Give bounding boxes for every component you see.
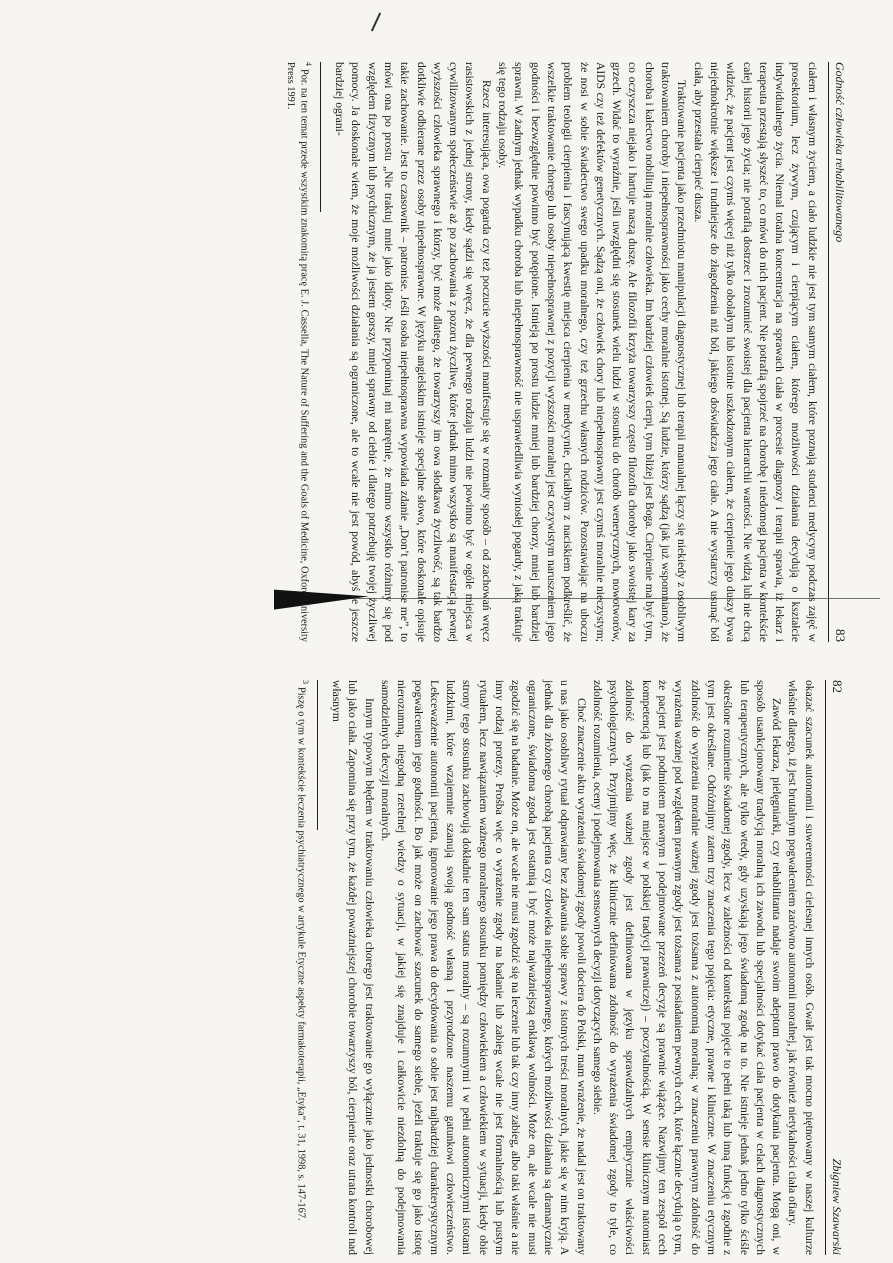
footnote-text: Piszę o tym w kontekście leczenia psychiatrycznego w artykule Etyczne aspekty farmakoterapii, „Etyka”, t. 31, 1998, s. 147-167. (295, 687, 307, 1221)
paragraph: Innym typowym błędem w traktowaniu człowieka chorego jest traktowanie go wyłącznie jako jednostki chorobowej lub jako ciała. Zapomina się przy tym, że każdej poważniejszej chorobie towarzyszy ból, cierpienie oraz utrata kontroli nad własnym (330, 680, 376, 1255)
paragraph: Choć znaczenie aktu wyrażenia świadomej zgody powoli dociera do Polski, mam wrażenie, że nadal jest on traktowany u nas jako osobliwy rytuał odprawiany bez zdawania sobie sprawy z istotnych treści moralnych, jakie się w nim kryją. A jednak dla złożonego chorobą pacjenta czy człowieka niepełnosprawnego, których możliwości działania są dramatycznie ograniczone, świadoma zgoda jest ostatnią i być może najważniejszą enklawą wolności. Może on, ale wcale nie musi zgodzić się na badanie. Może on, ale wcale nie musi zgodzić się na leczenie lub tak czy inny zabieg, albo taki właśnie a nie inny rodzaj protezy. Prośba więc o wyrażenie zgody na badanie lub zabieg wcale nie jest formalnością lub pustym rytuałem, lecz nawiązaniem ważnego moralnego stosunku pomiędzy człowiekiem a człowiekiem w sytuacji, kiedy obie strony tego stosunku zachowują dokładnie ten sam status moralny – są rozumnymi i w pełni autonomicznymi istotami ludzkimi, które wzajemnie szanują swoją godność własną i przyrodzone naszemu gatunkowi człowieczeństwo. Lekceważenie autonomii pacjenta, ignorowanie jego prawa do decydowania o sobie jest najbardziej charakterystycznym pogwałceniem jego godności. Bo jak może on zachować szacunek do samego siebie, jeżeli traktuje się go jako istotę nierozumną, niegodną rzetelnej wiedzy o sytuacji, w jakiej się znajduje i całkowicie niezdolną do podejmowania samodzielnych decyzji moralnych. (378, 680, 588, 1255)
paragraph: okazać szacunek autonomii i suwerenności cielesnej innych osób. Gwałt jest tak mocno piętnowany w naszej kulturze właśnie dlatego, iż jest brutalnym pogwałceniem zarówno autonomii moralnej, jak również nietykalności ciała ofiary. (786, 680, 816, 1255)
running-title-right: Godność człowieka rehabilitowanego (833, 62, 847, 243)
paragraph: Rzecz interesująca, owa pogarda czy też poczucie wyższości manifestuje się w rozmaity sposób – od zachowań wręcz rasistowskich z jednej strony, kiedy sądzi się wręcz, że dla pewnego rodzaju ludzi nie powinno być w ogóle miejsca w cywilizowanym społeczeństwie aż po zachowania z pozoru życzliwe, które jednak mimo wszystko są manifestacją pewnej wyższości człowieka sprawnego i którzy, być może dlatego, że towarzyszy im owa słodkawa życzliwość, są tak bardzo dotkliwie odbierane przez osoby niepełnosprawne. W języku angielskim istnieje specjalne słowo, które doskonale opisuje takie zachowanie. Jest to czasownik – patronise. Jeśli osoba niepełnosprawna wypowiada zdanie „Don’t patronise me”, to mówi ona po prostu „Nie traktuj mnie jako idioty. Nie przypominaj mi natrętnie, że mimo wszystko różnimy się pod względem fizycznym lub psychicznym, że ja jestem gorszy, mniej sprawny od ciebie i dlatego potrzebuję twojej życzliwej pomocy. Ja doskonale wiem, że moje możliwości działania są ograniczone, ale to wcale nie jest powód, abyś je jeszcze bardziej ograni- (333, 62, 493, 642)
running-head-left (825, 680, 845, 1255)
footnote-right (283, 62, 320, 642)
footnote-text: Por. na ten temat przede wszystkim znakomitą pracę E. J. Cassella, The Nature of Suffering and the Goals of Medicine, Oxford University Press 1991. (284, 62, 310, 642)
running-title-left: Zbigniew Szawarski (830, 1158, 844, 1255)
paragraph: Traktowanie pacjenta jako przedmiotu manipulacji diagnostycznej lub terapii manualnej łączy się niekiedy z osobliwym traktowaniem choroby i niepełnosprawności jako cechy moralnie istotnej. Są ludzie, którzy sądzą (jak już wspomniano), że choroba i kalectwo nobilitują moralnie człowieka. Im bardziej człowiek cierpi, tym bliżej jest Boga. Cierpienie ma być tym, co oczyszcza niejako i hartuje naszą duszę. Ale filozofii krzyża towarzyszy często filozofia choroby jako swoistej kary za grzech. Widać to wyraźnie, jeśli uwzględni się stosunek wielu ludzi w stosunku do chorób wenerycznych, nowotworów, AIDS czy też defektów genetycznych. Sądzą oni, że człowiek chory lub niepełnosprawny jest czymś moralnie nieczystym; że nosi w sobie świadectwo swego upadku moralnego, czy też grzechu własnych rodziców. Pozostawiając na uboczu problem teologii cierpienia i fascynującą kwestię miejsca cierpienia w medycynie, chciałbym z naciskiem podkreślić, że wszelkie traktowanie chorego lub osoby niepełnosprawnej z pozycji wyższości moralnej jest oczywistym naruszeniem jego godności i bezwzględnie powinno być potępione. Istnieją po prostu ludzie mniej lub bardziej chorzy, mniej lub bardziej sprawni. W żadnym jednak wypadku choroba lub niepełnosprawność nie usprawiedliwia wyniosłej pogardy, z jaką traktuje się tego rodzaju osoby. (496, 62, 689, 642)
page-number-left: 82 (830, 680, 845, 693)
footnote-mark: 3 (300, 680, 310, 684)
running-head-right (828, 62, 848, 642)
footnote-mark: 4 (303, 62, 313, 66)
footnote-rule (320, 62, 321, 212)
footnote-left (294, 680, 318, 1255)
left-page (294, 680, 845, 1255)
right-page (283, 62, 848, 642)
paragraph: Zawód lekarza, pielęgniarki, czy rehabilitanta nadaje swoim adeptom prawo do dotykania pacjenta. Mogą oni, w sposób usankcjonowany tradycją moralną ich zawodu lub specjalności dotykać ciała pacjenta w celach diagnostycznych lub terapeutycznych, ale tylko wtedy, gdy uzyskają jego świadomą zgodę na to. Nie istnieje jednak jedno tylko ściśle określone rozumienie świadomej zgody, lecz w zależności od kontekstu pojęcie to pełni taką lub inną funkcję i zgodnie z tym jest określane. Odróżnijmy zatem trzy znaczenia tego pojęcia: etyczne, prawne i kliniczne. W znaczeniu etycznym zdolność do wyrażenia moralnie ważnej zgody jest tożsama z autonomią moralną; w znaczeniu prawnym zdolność do wyrażenia ważnej pod względem prawnym zgody jest tożsama z posiadaniem pewnych cech, które łącznie decydują o tym, że pacjent jest podmiotem prawnym i podejmowane przezeń decyzje są prawnie wiążące. Nazwijmy ten zespół cech kompetencją lub (jak to ma miejsce w polskiej tradycji prawniczej) – poczytalnością. W sensie klinicznym natomiast zdolność do wyrażenia ważnej zgody jest definiowana w języku sprawdzalnych empirycznie właściwości psychologicznych. Przyjmijmy więc, że klinicznie definiowana zdolność do wyrażenia świadomej zgody to tyle, co zdolność rozumienia, oceny i podejmowania sensownych decyzji dotyczących samego siebie. (590, 680, 784, 1255)
page-number-right: 83 (833, 629, 848, 642)
footnote-rule (317, 680, 318, 830)
paragraph: ciałem i własnym życiem, a ciało ludzkie nie jest tym samym ciałem, które poznają studenci medycyny podczas zajęć w prosektorium, lecz żywym, czującym i cierpiącym ciałem, którego możliwości działania decydują o kształcie indywidualnego życia. Niemal totalna koncentracja na sprawach ciała w procesie diagnozy i terapii sprawia, iż lekarz i terapeuta przestają słyszeć to, co mówi do nich pacjent. Nie potrafią spojrzeć na chorobę i niedomogi pacjenta w kontekście całej historii jego życia; nie potrafią dostrzec i zrozumieć swoistej dla pacjenta hierarchii wartości. Nie widzą lub nie chcą widzieć, że pacjent jest czymś więcej niż tylko obolałym lub istotnie uszkodzonym ciałem, że cierpienie jego duszy bywa niejednokrotnie większe i trudniejsze do złagodzenia niż ból, jakiego doświadcza jego ciało. A nie wystarczy usunąć ból ciała, aby przestała cierpieć dusza. (691, 62, 819, 642)
